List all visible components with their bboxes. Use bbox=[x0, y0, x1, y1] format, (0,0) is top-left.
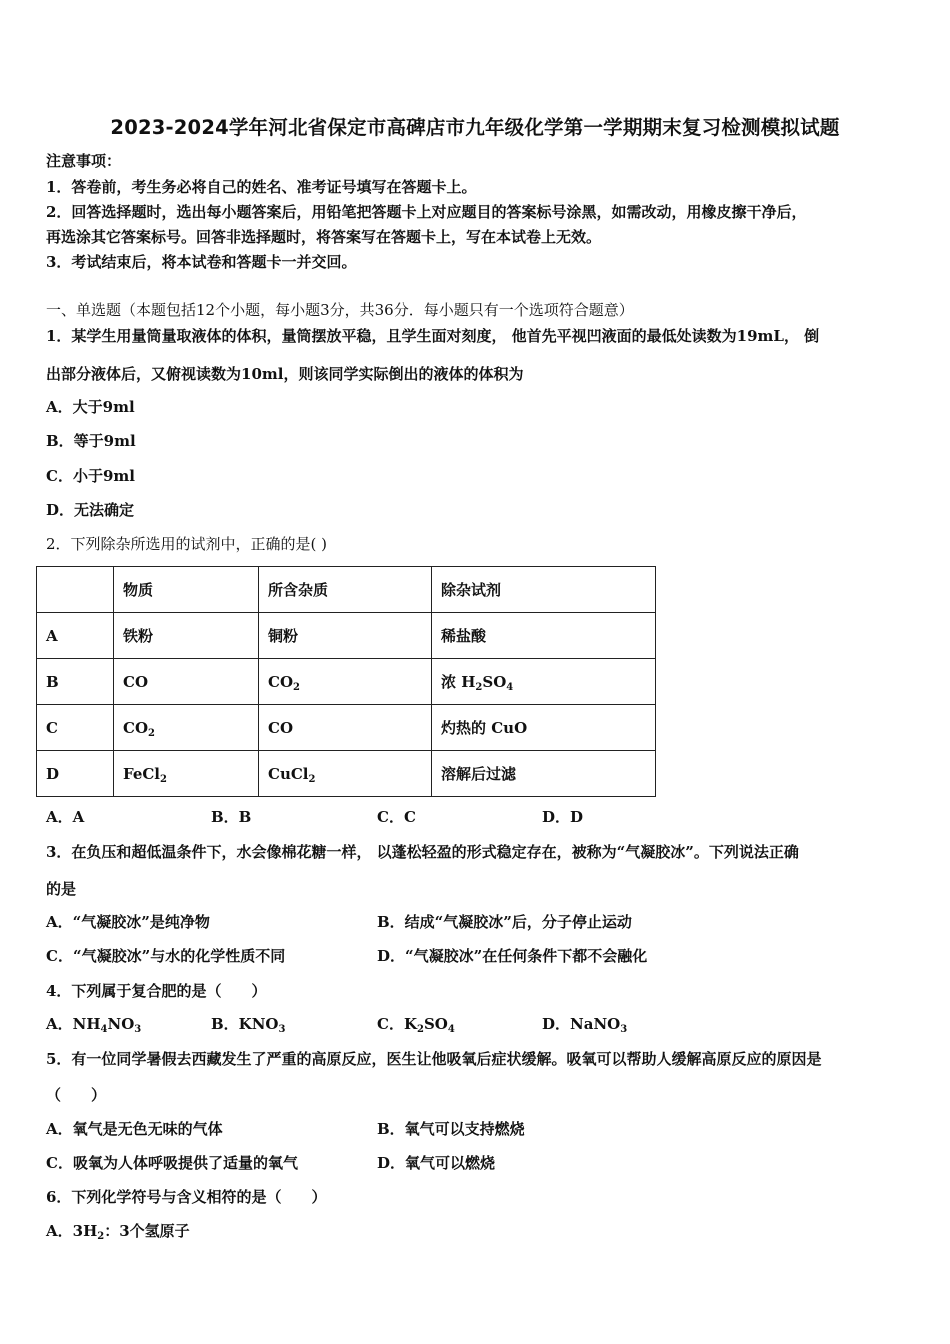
notice-item: 再选涂其它答案标号。回答非选择题时，将答案写在答题卡上，写在本试卷上无效。 bbox=[46, 228, 602, 246]
formula-subscript: 2 bbox=[97, 1231, 105, 1242]
formula-subscript: 4 bbox=[447, 1024, 455, 1035]
question-2-option-c: C．C bbox=[377, 808, 416, 826]
question-3-option-b: B．结成“气凝胶冰”后，分子停止运动 bbox=[377, 913, 632, 931]
notice-item: 1．答卷前，考生务必将自己的姓名、准考证号填写在答题卡上。 bbox=[46, 178, 477, 196]
formula-subscript: 2 bbox=[293, 681, 300, 693]
question-3-stem-cont: 的是 bbox=[46, 880, 77, 898]
formula-subscript: 2 bbox=[160, 773, 167, 785]
question-5-stem-cont: （ ） bbox=[46, 1086, 107, 1104]
question-3-option-d: D．“气凝胶冰”在任何条件下都不会融化 bbox=[377, 947, 648, 965]
question-4-stem: 4．下列属于复合肥的是（ ） bbox=[46, 982, 267, 1000]
table-header-row bbox=[37, 567, 656, 613]
question-4-option-a bbox=[46, 1014, 141, 1034]
formula-subscript: 2 bbox=[475, 682, 483, 693]
formula-text: FeCl bbox=[123, 764, 161, 783]
formula-subscript: 3 bbox=[620, 1024, 628, 1035]
row-label: A bbox=[37, 613, 114, 659]
reagent-cell: 溶解后过滤 bbox=[432, 751, 656, 797]
question-1-option-b: B．等于9ml bbox=[46, 432, 136, 450]
table-header-cell: 物质 bbox=[114, 567, 259, 613]
formula-subscript: 2 bbox=[416, 1024, 424, 1035]
question-4-option-b bbox=[211, 1014, 285, 1034]
reagent-cell: 稀盐酸 bbox=[432, 613, 656, 659]
question-5-stem: 5．有一位同学暑假去西藏发生了严重的高原反应，医生让他吸氧后症状缓解。吸氧可以帮助人缓解高原反应的原因是 bbox=[46, 1050, 822, 1068]
row-label: C bbox=[37, 705, 114, 751]
question-5-option-a: A．氧气是无色无味的气体 bbox=[46, 1120, 223, 1138]
question-4-option-d bbox=[542, 1014, 627, 1034]
formula-subscript: 3 bbox=[278, 1024, 286, 1035]
impurity-cell bbox=[259, 751, 432, 797]
question-6-option-a bbox=[46, 1221, 190, 1241]
table-row bbox=[37, 613, 656, 659]
impurity-cell: CO bbox=[259, 705, 432, 751]
formula-text: A．3H bbox=[46, 1222, 98, 1240]
substance-cell bbox=[114, 751, 259, 797]
formula-text: CuCl bbox=[268, 764, 309, 783]
formula-text: ：3个氢原子 bbox=[104, 1222, 190, 1240]
formula-text: B．KNO bbox=[211, 1015, 279, 1033]
question-1-stem-cont: 出部分液体后，又俯视读数为10ml，则该同学实际倒出的液体的体积为 bbox=[46, 365, 524, 383]
formula-text: CO bbox=[268, 672, 294, 691]
formula-text: NO bbox=[107, 1015, 135, 1033]
question-2-option-d: D．D bbox=[542, 808, 584, 826]
question-2-option-a: A．A bbox=[46, 808, 85, 826]
formula-text: SO bbox=[423, 1015, 448, 1033]
impurity-table bbox=[36, 566, 656, 797]
table-row bbox=[37, 705, 656, 751]
notice-item: 2．回答选择题时，选出每小题答案后，用铅笔把答题卡上对应题目的答案标号涂黑，如需改动，用橡皮擦干净后， bbox=[46, 203, 807, 221]
formula-text: D．NaNO bbox=[542, 1015, 621, 1033]
question-2-stem: 2．下列除杂所选用的试剂中，正确的是( ) bbox=[46, 535, 328, 553]
question-1-stem: 1．某学生用量筒量取液体的体积，量筒摆放平稳，且学生面对刻度， 他首先平视凹液面的最低处读数为19mL， 倒 bbox=[46, 327, 820, 345]
page-title: 2023-2024学年河北省保定市高碑店市九年级化学第一学期期末复习检测模拟试题 bbox=[110, 116, 840, 139]
formula-subscript: 2 bbox=[148, 727, 155, 739]
reagent-cell: 灼热的 CuO bbox=[432, 705, 656, 751]
substance-cell: 铁粉 bbox=[114, 613, 259, 659]
formula-subscript: 4 bbox=[100, 1024, 108, 1035]
formula-text: A．NH bbox=[46, 1015, 101, 1033]
formula-text: CO bbox=[123, 718, 149, 737]
question-1-option-d: D．无法确定 bbox=[46, 501, 135, 519]
question-5-option-c: C．吸氧为人体呼吸提供了适量的氧气 bbox=[46, 1154, 298, 1172]
table-header-cell: 除杂试剂 bbox=[432, 567, 656, 613]
formula-text: C．K bbox=[377, 1015, 417, 1033]
question-6-stem: 6．下列化学符号与含义相符的是（ ） bbox=[46, 1188, 327, 1206]
table-header-cell: 所含杂质 bbox=[259, 567, 432, 613]
question-3-option-a: A．“气凝胶冰”是纯净物 bbox=[46, 913, 210, 931]
row-label: B bbox=[37, 659, 114, 705]
substance-cell: CO bbox=[114, 659, 259, 705]
notice-heading: 注意事项： bbox=[46, 152, 122, 170]
table-header-cell bbox=[37, 567, 114, 613]
table-row bbox=[37, 659, 656, 705]
question-3-option-c: C．“气凝胶冰”与水的化学性质不同 bbox=[46, 947, 286, 965]
formula-subscript: 3 bbox=[134, 1024, 142, 1035]
impurity-cell bbox=[259, 659, 432, 705]
question-3-stem: 3．在负压和超低温条件下，水会像棉花糖一样， 以蓬松轻盈的形式稳定存在，被称为“气凝胶冰”。下列说法正确 bbox=[46, 843, 799, 861]
question-4-option-c bbox=[377, 1014, 455, 1034]
question-1-option-a: A．大于9ml bbox=[46, 398, 135, 416]
question-5-option-b: B．氧气可以支持燃烧 bbox=[377, 1120, 525, 1138]
question-2-option-b: B．B bbox=[211, 808, 252, 826]
reagent-cell bbox=[432, 659, 656, 705]
substance-cell bbox=[114, 705, 259, 751]
section-heading: 一、单选题（本题包括12个小题，每小题3分，共36分．每小题只有一个选项符合题意） bbox=[46, 301, 634, 319]
table-row bbox=[37, 751, 656, 797]
formula-subscript: 4 bbox=[506, 682, 514, 693]
formula-text: SO bbox=[482, 673, 507, 691]
formula-text: 浓 H bbox=[441, 673, 476, 691]
formula-subscript: 2 bbox=[308, 773, 316, 785]
question-1-option-c: C．小于9ml bbox=[46, 467, 135, 485]
impurity-cell: 铜粉 bbox=[259, 613, 432, 659]
row-label: D bbox=[37, 751, 114, 797]
question-5-option-d: D．氧气可以燃烧 bbox=[377, 1154, 496, 1172]
notice-item: 3．考试结束后，将本试卷和答题卡一并交回。 bbox=[46, 253, 357, 271]
